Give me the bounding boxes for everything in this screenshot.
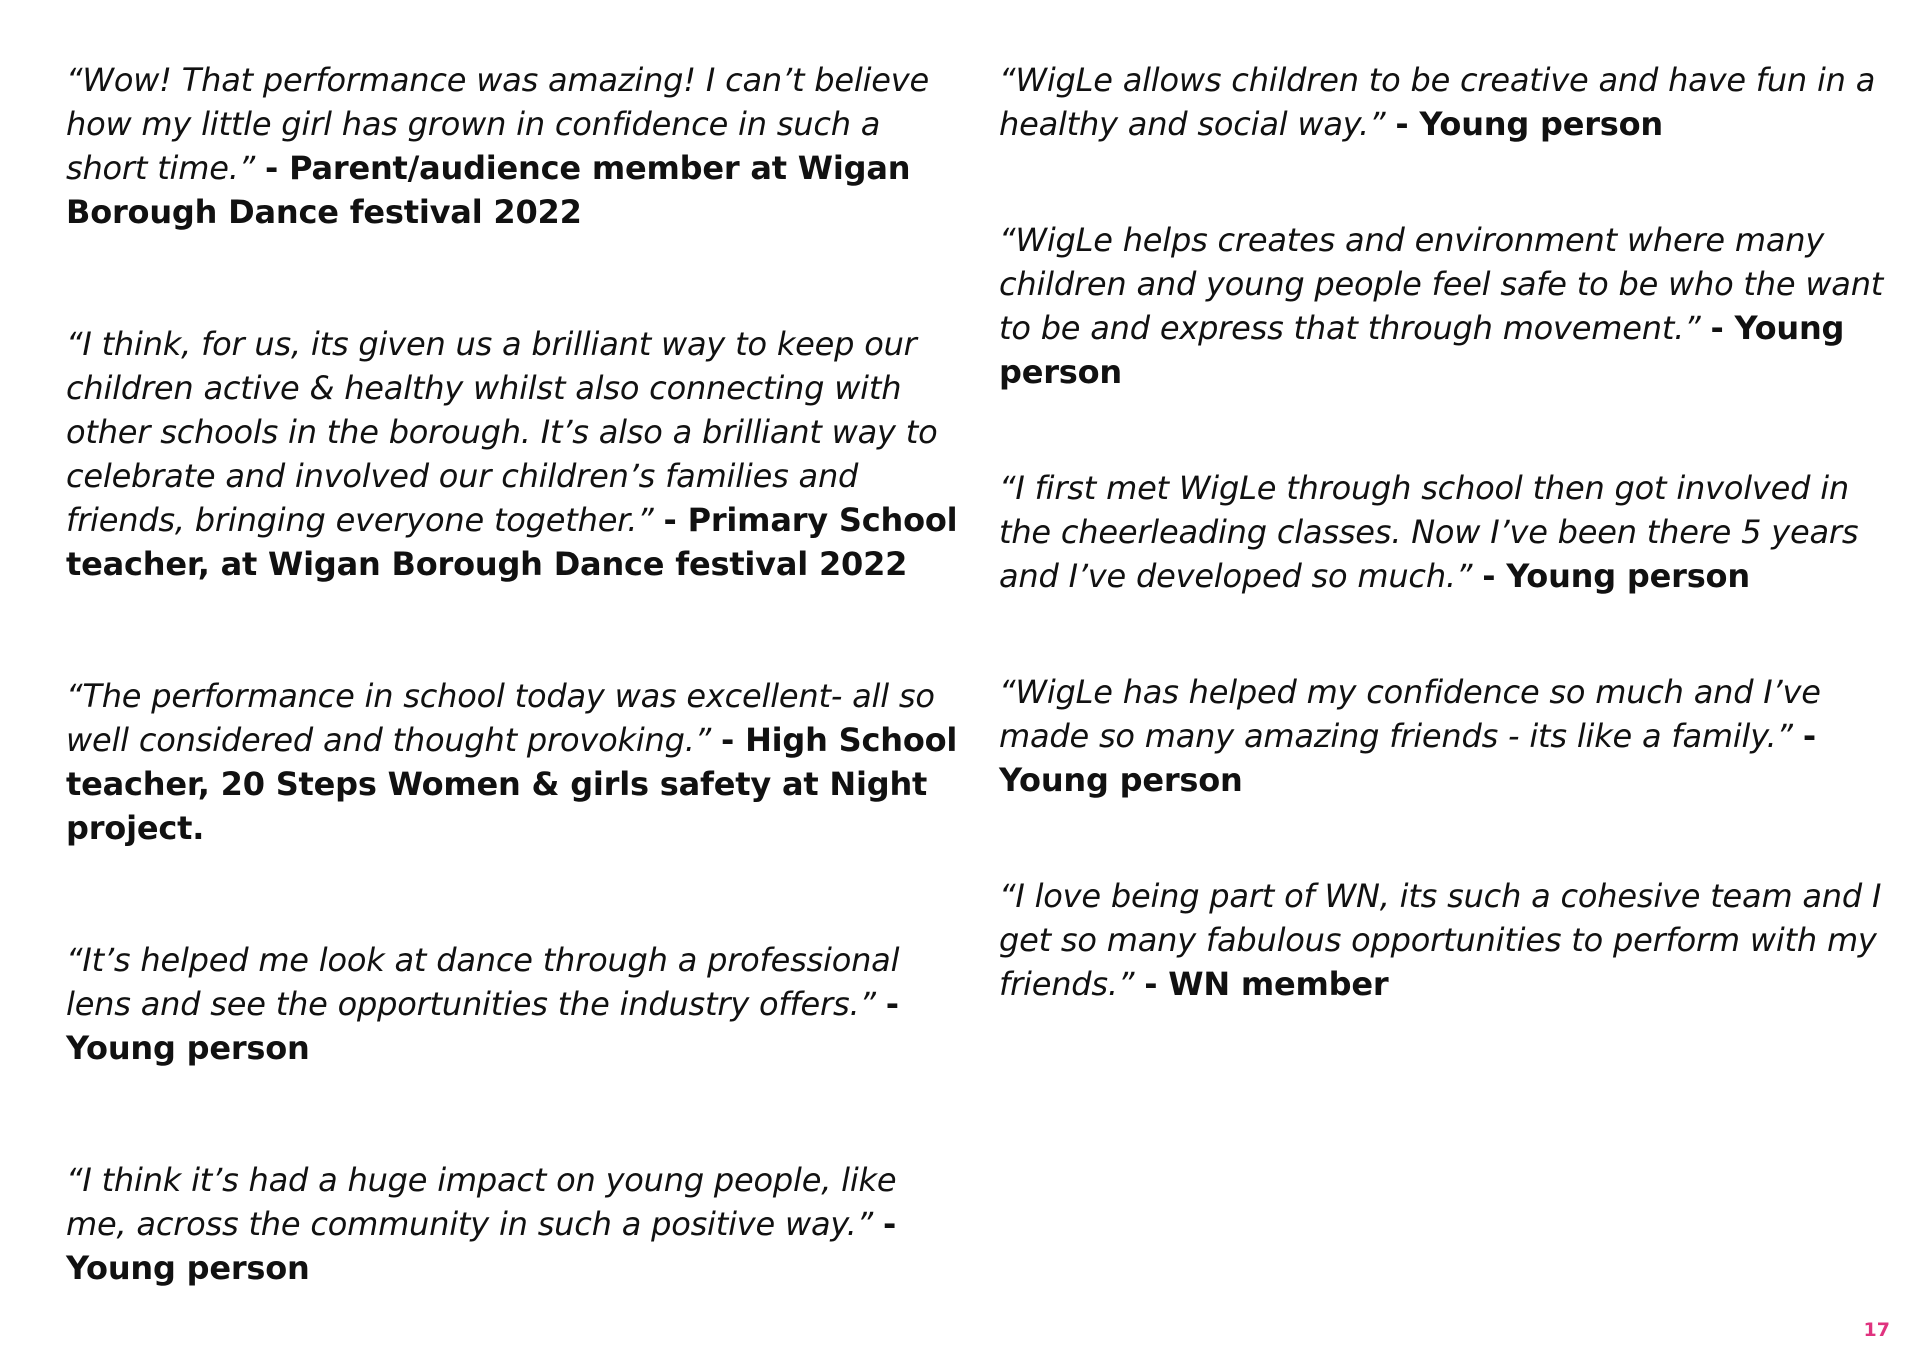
quote-attribution: - Young person bbox=[999, 309, 1845, 391]
left-quote-column bbox=[66, 58, 966, 1290]
quote-text: “I first met WigLe through school then got involved in the cheerleading classes. Now I’ve been there 5 years and I’ve developed so much.” bbox=[999, 469, 1859, 595]
quote-attribution: - Primary School teacher, at Wigan Borough Dance festival 2022 bbox=[66, 501, 958, 583]
quote-attribution: - Young person bbox=[1482, 557, 1750, 595]
quote-text: “Wow! That performance was amazing! I can’t believe how my little girl has grown in confidence in such a short time.” bbox=[66, 61, 929, 187]
quote-attribution: - Young person bbox=[999, 717, 1816, 799]
page-number: 17 bbox=[1863, 1319, 1890, 1341]
quote-attribution: - WN member bbox=[1144, 965, 1389, 1003]
quote-text: “I love being part of WN, its such a cohesive team and I get so many fabulous opportunities to perform with my friends.” bbox=[999, 877, 1882, 1003]
testimonial-quote bbox=[66, 1158, 966, 1290]
testimonial-quote bbox=[66, 58, 966, 234]
testimonial-quote bbox=[999, 670, 1899, 802]
quote-text: “WigLe allows children to be creative and have fun in a healthy and social way.” bbox=[999, 61, 1876, 143]
quote-attribution: - Young person bbox=[66, 985, 899, 1067]
quote-text: “I think it’s had a huge impact on young people, like me, across the community in such a positive way.” bbox=[66, 1161, 897, 1243]
quote-text: “I think, for us, its given us a brilliant way to keep our children active & healthy whilst also connecting with other schools in the borough. It’s also a brilliant way to celebrate and involved our children’s families and friends, bringing everyone together.” bbox=[66, 325, 938, 539]
quote-text: “WigLe has helped my confidence so much and I’ve made so many amazing friends - its like a family.” bbox=[999, 673, 1821, 755]
quote-attribution: - Parent/audience member at Wigan Borough Dance festival 2022 bbox=[66, 149, 911, 231]
testimonial-quote bbox=[999, 218, 1899, 394]
quote-text: “The performance in school today was excellent- all so well considered and thought provoking.” bbox=[66, 677, 935, 759]
testimonial-quote bbox=[66, 322, 966, 586]
testimonial-quote bbox=[66, 938, 966, 1070]
quote-text: “It’s helped me look at dance through a professional lens and see the opportunities the industry offers.” bbox=[66, 941, 900, 1023]
testimonial-quote bbox=[66, 674, 966, 850]
quote-text: “WigLe helps creates and environment where many children and young people feel safe to be who the want to be and express that through movement.” bbox=[999, 221, 1884, 347]
testimonial-quote bbox=[999, 58, 1899, 146]
right-quote-column bbox=[999, 58, 1899, 1006]
testimonial-quote bbox=[999, 466, 1899, 598]
testimonial-quote bbox=[999, 874, 1899, 1006]
quote-attribution: - Young person bbox=[1395, 105, 1664, 143]
quote-attribution: - High School teacher, 20 Steps Women & girls safety at Night project. bbox=[66, 721, 958, 847]
quote-attribution: - Young person bbox=[66, 1205, 897, 1287]
